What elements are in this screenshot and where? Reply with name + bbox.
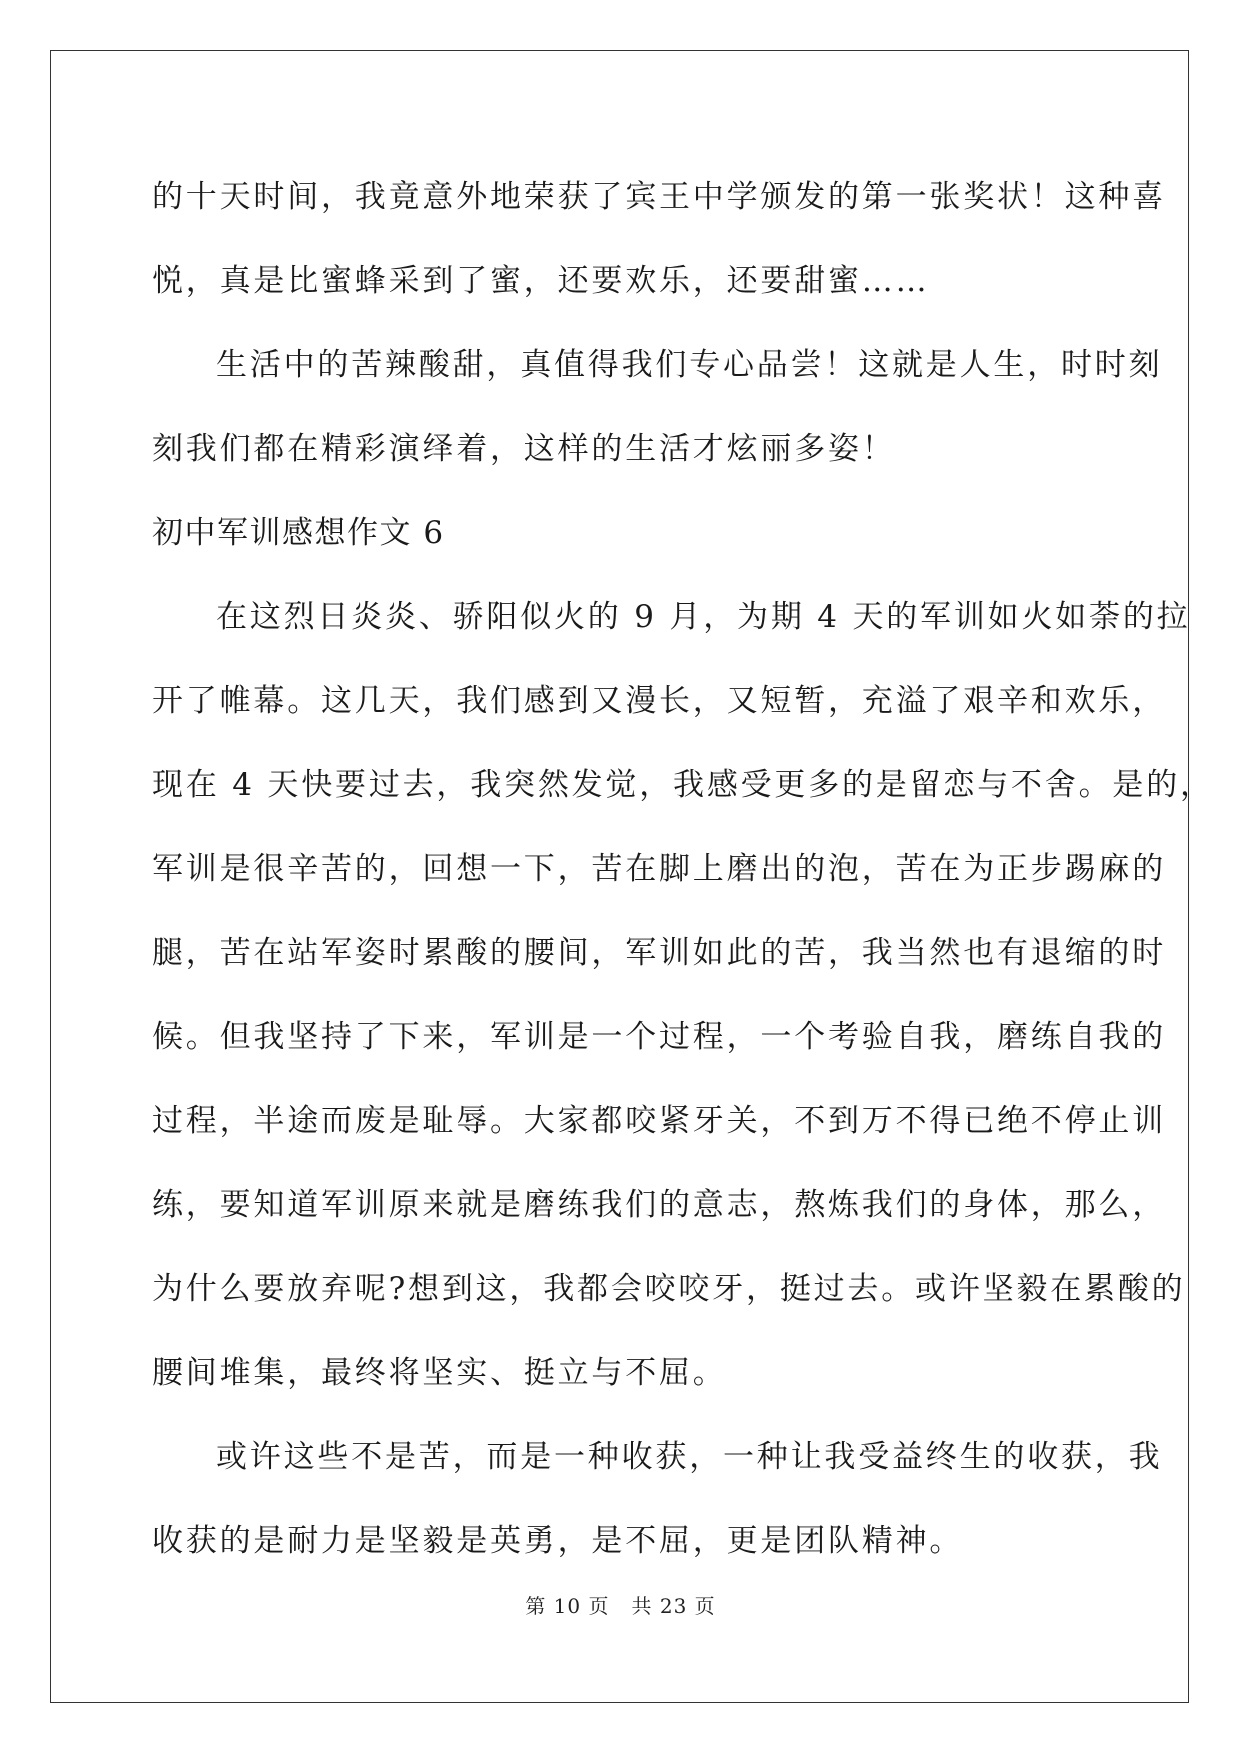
page-number: 第 10 页 bbox=[525, 1594, 610, 1618]
page-total: 共 23 页 bbox=[631, 1594, 716, 1618]
paragraph-start: 生活中的苦辣酸甜，真值得我们专心品尝！这就是人生，时时刻 bbox=[216, 347, 1163, 383]
text-line: 刻我们都在精彩演绎着，这样的生活才炫丽多姿！ bbox=[152, 431, 896, 467]
text-line: 为什么要放弃呢?想到这，我都会咬咬牙，挺过去。或许坚毅在累酸的 bbox=[152, 1271, 1186, 1307]
text-line: 军训是很辛苦的，回想一下，苦在脚上磨出的泡，苦在为正步踢麻的 bbox=[152, 851, 1166, 887]
text-line: 的十天时间，我竟意外地荣获了宾王中学颁发的第一张奖状！这种喜 bbox=[152, 179, 1166, 215]
page-footer bbox=[0, 1590, 1241, 1619]
paragraph-start: 或许这些不是苦，而是一种收获，一种让我受益终生的收获，我 bbox=[216, 1439, 1163, 1475]
section-heading: 初中军训感想作文 6 bbox=[152, 515, 445, 551]
document-body bbox=[152, 155, 1214, 1583]
text-line: 腿，苦在站军姿时累酸的腰间，军训如此的苦，我当然也有退缩的时 bbox=[152, 935, 1166, 971]
paragraph-start: 在这烈日炎炎、骄阳似火的 9 月，为期 4 天的军训如火如荼的拉 bbox=[216, 599, 1191, 635]
text-line: 过程，半途而废是耻辱。大家都咬紧牙关，不到万不得已绝不停止训 bbox=[152, 1103, 1166, 1139]
text-line: 候。但我坚持了下来，军训是一个过程，一个考验自我，磨练自我的 bbox=[152, 1019, 1166, 1055]
text-line: 练，要知道军训原来就是磨练我们的意志，熬炼我们的身体，那么， bbox=[152, 1187, 1166, 1223]
text-line: 腰间堆集，最终将坚实、挺立与不屈。 bbox=[152, 1355, 727, 1391]
text-line: 现在 4 天快要过去，我突然发觉，我感受更多的是留恋与不舍。是的， bbox=[152, 767, 1214, 803]
text-line: 收获的是耐力是坚毅是英勇，是不屈，更是团队精神。 bbox=[152, 1523, 964, 1559]
text-line: 开了帷幕。这几天，我们感到又漫长，又短暂，充溢了艰辛和欢乐， bbox=[152, 683, 1166, 719]
text-line: 悦，真是比蜜蜂采到了蜜，还要欢乐，还要甜蜜…… bbox=[152, 263, 930, 299]
